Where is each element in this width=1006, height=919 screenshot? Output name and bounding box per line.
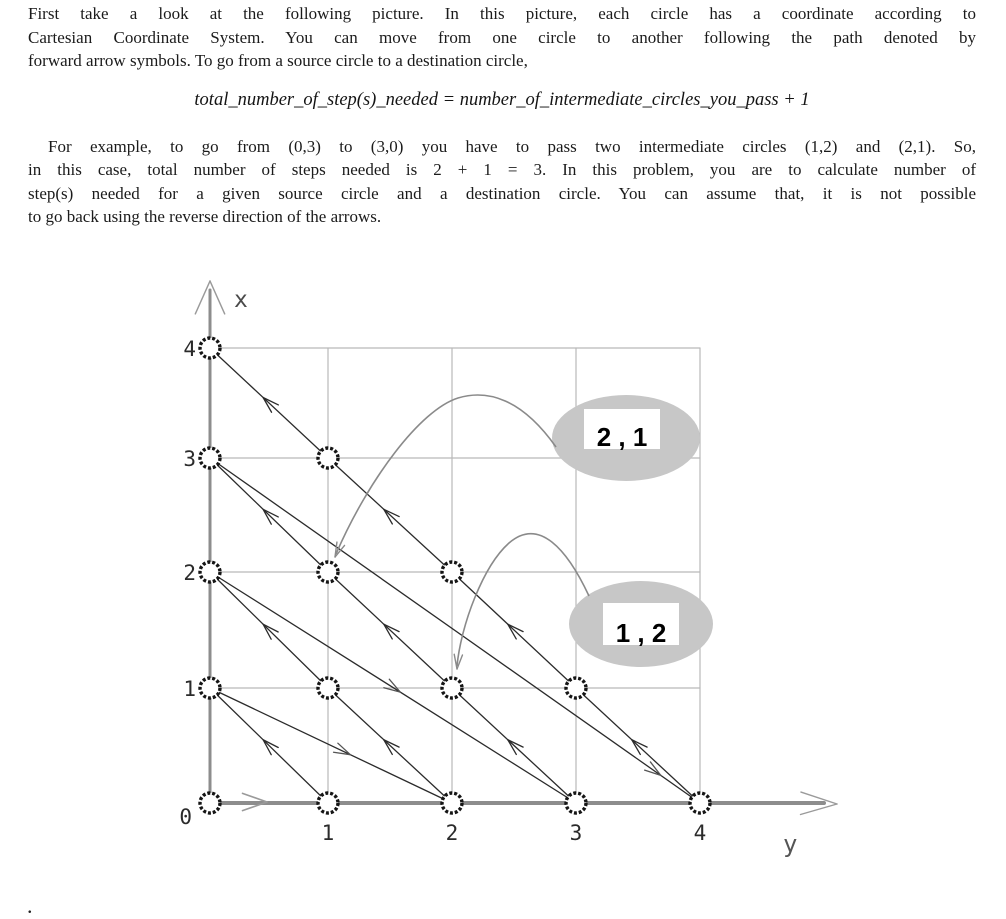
- diagonal-line: [328, 572, 452, 688]
- grid-circle-0-1: [318, 793, 338, 813]
- grid-circle-1-1: [318, 678, 338, 698]
- grid-circle-2-2: [442, 562, 462, 582]
- grid-circle-3-0: [200, 448, 220, 468]
- x-axis-arrowhead: [195, 281, 210, 314]
- diagonal-line: [210, 688, 328, 803]
- text-line: First take a look at the following picture. In this picture, each circle has a coordinate according to: [28, 4, 976, 23]
- origin-label: 0: [179, 805, 192, 829]
- diagonal-line: [210, 572, 328, 688]
- grid-circle-0-4: [690, 793, 710, 813]
- grid-circle-1-3: [566, 678, 586, 698]
- x-axis-label: x: [234, 287, 248, 313]
- diagonal-line: [576, 688, 700, 803]
- x-tick-label: 3: [183, 447, 196, 471]
- x-tick-label: 1: [183, 677, 196, 701]
- text-line: Cartesian Coordinate System. You can move from one circle to another following the path denoted by: [28, 27, 976, 47]
- y-axis-arrowhead: [800, 804, 837, 815]
- y-tick-label: 2: [445, 821, 459, 845]
- diagonal-line: [210, 348, 328, 458]
- grid-circle-1-0: [200, 678, 220, 698]
- grid-circle-4-0: [200, 338, 220, 358]
- text-line: step(s) needed for a given source circle and a destination circle. You can assume that, it is not possible: [28, 183, 976, 203]
- bottom-step-arrow: [242, 793, 267, 802]
- y-tick-label: 4: [693, 821, 707, 845]
- callout-pointer-curve: [336, 395, 556, 554]
- grid-circle-3-1: [318, 448, 338, 468]
- x-axis-arrowhead: [210, 281, 225, 314]
- y-tick-label: 1: [321, 821, 335, 845]
- callout-label: 1 , 2: [615, 618, 667, 648]
- y-axis-label: y: [783, 830, 798, 858]
- diagonal-line: [328, 688, 452, 803]
- x-tick-label: 4: [183, 337, 196, 361]
- formula: total_number_of_step(s)_needed = number_of_intermediate_circles_you_pass + 1: [194, 89, 810, 110]
- cut-off-text-fragment: .: [27, 893, 33, 918]
- callout-pointer-arrowhead: [454, 654, 457, 669]
- jump-line: [210, 688, 452, 803]
- diagonal-line: [452, 572, 576, 688]
- grid-circle-1-2: [442, 678, 462, 698]
- text-line: in this case, total number of steps needed is 2 + 1 = 3. In this problem, you are to calculate number of: [28, 160, 976, 179]
- text-line: For example, to go from (0,3) to (3,0) you have to pass two intermediate circles (1,2) and (2,1). So,: [48, 136, 976, 156]
- diagonal-line: [452, 688, 576, 803]
- x-tick-label: 2: [183, 561, 196, 585]
- grid-circle-0-2: [442, 793, 462, 813]
- grid-circle-0-0: [200, 793, 220, 813]
- text-line: to go back using the reverse direction of the arrows.: [28, 207, 382, 226]
- grid-circle-2-0: [200, 562, 220, 582]
- grid-circle-0-3: [566, 793, 586, 813]
- text-line: forward arrow symbols. To go from a source circle to a destination circle,: [28, 51, 528, 70]
- grid-circle-2-1: [318, 562, 338, 582]
- callout-label: 2 , 1: [596, 422, 648, 452]
- diagonal-line: [210, 458, 328, 572]
- y-tick-label: 3: [569, 821, 583, 845]
